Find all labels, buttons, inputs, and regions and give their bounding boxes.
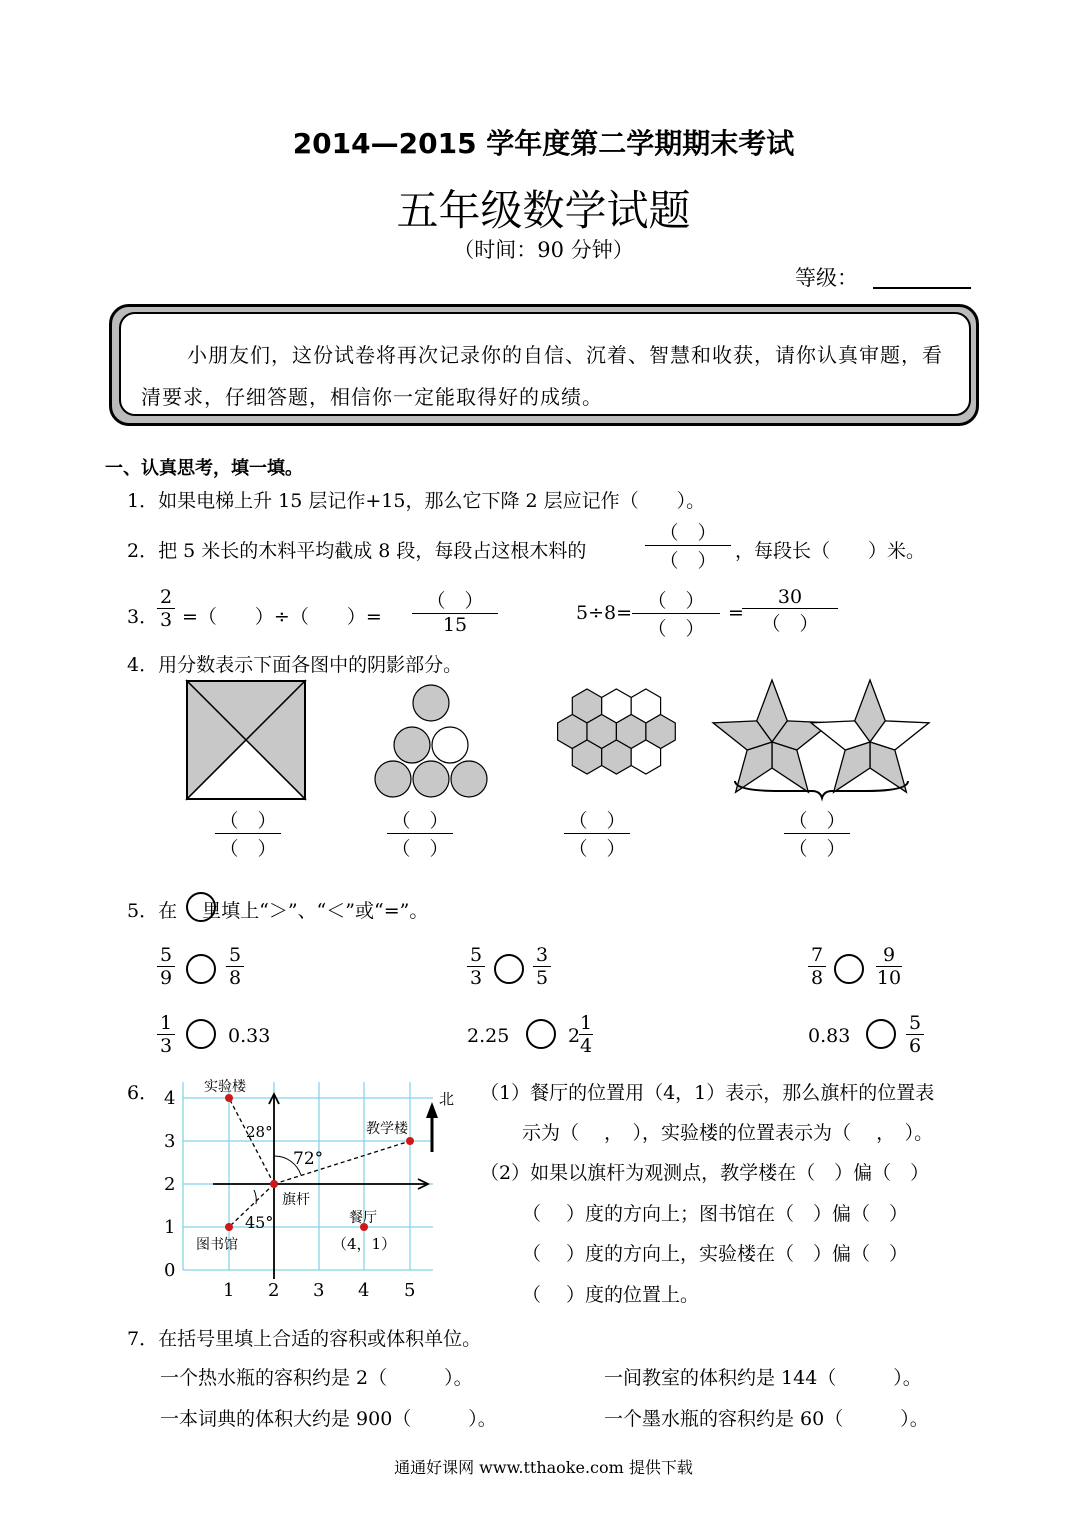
q3-fraction-b[interactable] (412, 586, 498, 636)
question-6-label: 6． (127, 1082, 159, 1104)
q4-answer-2[interactable] (387, 806, 453, 861)
q6-line-6: （ ）度的位置上。 (522, 1284, 700, 1306)
numerator: （ ） (391, 810, 449, 832)
q6-line-1: （1）餐厅的位置用（4，1）表示，那么旗杆的位置表 (480, 1082, 935, 1104)
q2-fraction-blank[interactable] (645, 518, 731, 573)
q6-line-4: （ ）度的方向上；图书馆在（ ）偏（ ） (522, 1203, 909, 1225)
denominator: （ ） (761, 613, 819, 635)
denominator: 3 (159, 609, 173, 631)
svg-text:1: 1 (223, 1280, 235, 1301)
y-ticks (164, 1088, 175, 1281)
denominator: （ ） (568, 838, 626, 860)
question-3-label: 3． (127, 606, 159, 628)
teach-label: 教学楼 (366, 1121, 408, 1137)
q5-5-right: 1 4 (579, 1012, 593, 1057)
q6-map (156, 1074, 456, 1304)
svg-text:5: 5 (404, 1280, 416, 1301)
circles-figure (375, 685, 487, 797)
question-2-text: 2．把 5 米长的木料平均截成 8 段，每段占这根木料的 (127, 540, 587, 562)
coord-label: （4，1） (332, 1235, 397, 1253)
angle-72: 72° (293, 1149, 324, 1169)
q5-6-circle[interactable] (866, 1019, 896, 1049)
svg-text:4: 4 (164, 1088, 176, 1109)
q5-1-left: 5 9 (157, 944, 175, 989)
north-arrow-icon (426, 1102, 438, 1152)
q4-figures (180, 676, 940, 806)
q5-1-circle[interactable] (186, 954, 216, 984)
angle-28: 28° (246, 1123, 273, 1141)
q5-5-circle[interactable] (526, 1019, 556, 1049)
lab-label: 实验楼 (204, 1079, 246, 1095)
equals-sign: = (728, 602, 744, 624)
q7-item-3: 一本词典的体积大约是 900（ ）。 (160, 1408, 497, 1430)
q6-line-3: （2）如果以旗杆为观测点，教学楼在（ ）偏（ ） (480, 1162, 930, 1184)
intro-box (119, 312, 971, 416)
q3-fraction-d[interactable] (742, 586, 838, 636)
q5-1-right: 5 8 (226, 944, 244, 989)
footer-note: 通通好课网 www.tthaoke.com 提供下载 (394, 1458, 693, 1477)
q7-item-4: 一个墨水瓶的容积约是 60（ ）。 (604, 1408, 929, 1430)
svg-text:0: 0 (164, 1260, 176, 1281)
q3-fraction-c[interactable] (632, 586, 720, 641)
star-piece (834, 742, 870, 792)
stars-figure (713, 680, 929, 792)
flag-label: 旗杆 (282, 1192, 310, 1208)
q5-3-circle[interactable] (834, 954, 864, 984)
q5-2-right: 3 5 (533, 944, 551, 989)
numerator: （ ） (647, 590, 705, 612)
svg-text:2: 2 (164, 1174, 176, 1195)
svg-text:1: 1 (164, 1217, 176, 1238)
lib-label: 图书馆 (196, 1237, 238, 1253)
question-7: 7．在括号里填上合适的容积或体积单位。 (127, 1328, 482, 1350)
q5-3-left: 7 8 (808, 944, 826, 989)
star-piece (736, 742, 772, 792)
question-5: 5．在 里填上“＞”、“＜”或“=”。 (127, 900, 429, 922)
q5-2-left: 5 3 (467, 944, 485, 989)
svg-text:4: 4 (358, 1280, 370, 1301)
q2-denominator: （ ） (659, 550, 717, 572)
q2-numerator: （ ） (659, 522, 717, 544)
numerator: （ ） (426, 590, 484, 612)
denominator: （ ） (219, 838, 277, 860)
north-label: 北 (439, 1090, 455, 1108)
numerator: （ ） (219, 810, 277, 832)
star-piece (870, 742, 906, 792)
svg-text:3: 3 (164, 1131, 176, 1152)
svg-text:3: 3 (313, 1280, 325, 1301)
q7-item-1: 一个热水瓶的容积约是 2（ ）。 (160, 1367, 473, 1389)
exam-title: 2014—2015 学年度第二学期期末考试 (292, 127, 795, 160)
section-title: 一、认真思考，填一填。 (105, 458, 303, 479)
denominator: 15 (442, 614, 468, 636)
star-piece (772, 742, 808, 792)
grade-blank[interactable] (873, 287, 971, 289)
circle-icon (186, 892, 216, 922)
q5-6-left: 0.83 (808, 1025, 851, 1047)
q3-middle: =（ ）÷（ ）= (182, 606, 382, 628)
svg-text:2: 2 (268, 1280, 280, 1301)
angle-45: 45° (245, 1213, 274, 1232)
numerator: 30 (777, 586, 803, 608)
question-1: 1．如果电梯上升 15 层记作+15，那么它下降 2 层应记作（ ）。 (127, 490, 706, 512)
time-note: （时间：90 分钟） (453, 238, 634, 262)
q5-5-left: 2.25 (467, 1025, 510, 1047)
denominator: （ ） (788, 838, 846, 860)
q5-4-left: 1 3 (157, 1012, 175, 1057)
q5-2-circle[interactable] (494, 954, 524, 984)
angle-arc-2 (254, 1190, 256, 1204)
square-figure (187, 681, 305, 799)
grade-label: 等级： (795, 266, 858, 290)
hexagons-figure (558, 689, 676, 774)
q5-6-right: 5 6 (906, 1012, 924, 1057)
numerator: 2 (159, 586, 173, 608)
question-4: 4．用分数表示下面各图中的阴影部分。 (127, 654, 463, 676)
denominator: （ ） (647, 618, 705, 640)
numerator: （ ） (788, 810, 846, 832)
brace (735, 781, 908, 798)
q5-4-circle[interactable] (186, 1019, 216, 1049)
q3-second: 5÷8= (576, 602, 633, 624)
denominator: （ ） (391, 838, 449, 860)
q6-line-2: 示为（ ， ），实验楼的位置表示为（ ， ）。 (522, 1122, 934, 1144)
q5-4-right: 0.33 (228, 1025, 271, 1047)
rest-label: 餐厅 (349, 1210, 377, 1226)
question-2-rest: ，每段长（ ）米。 (735, 540, 926, 562)
numerator: （ ） (568, 810, 626, 832)
intro-text: 小朋友们，这份试卷将再次记录你的自信、沉着、智慧和收获，请你认真审题，看清要求，仔细答题，相信你一定能取得好的成绩。 (141, 343, 943, 409)
q3-fraction-a (157, 586, 175, 631)
q7-item-2: 一间教室的体积约是 144（ ）。 (604, 1367, 922, 1389)
q5-5-whole: 2 (568, 1025, 581, 1047)
x-ticks (223, 1280, 415, 1301)
exam-subtitle: 五年级数学试题 (396, 186, 691, 235)
q4-answer-4[interactable] (784, 806, 850, 861)
q4-answer-3[interactable] (564, 806, 630, 861)
q4-answer-1[interactable] (215, 806, 281, 861)
q6-line-5: （ ）度的方向上，实验楼在（ ）偏（ ） (522, 1243, 909, 1265)
q5-3-right: 9 10 (876, 944, 902, 989)
